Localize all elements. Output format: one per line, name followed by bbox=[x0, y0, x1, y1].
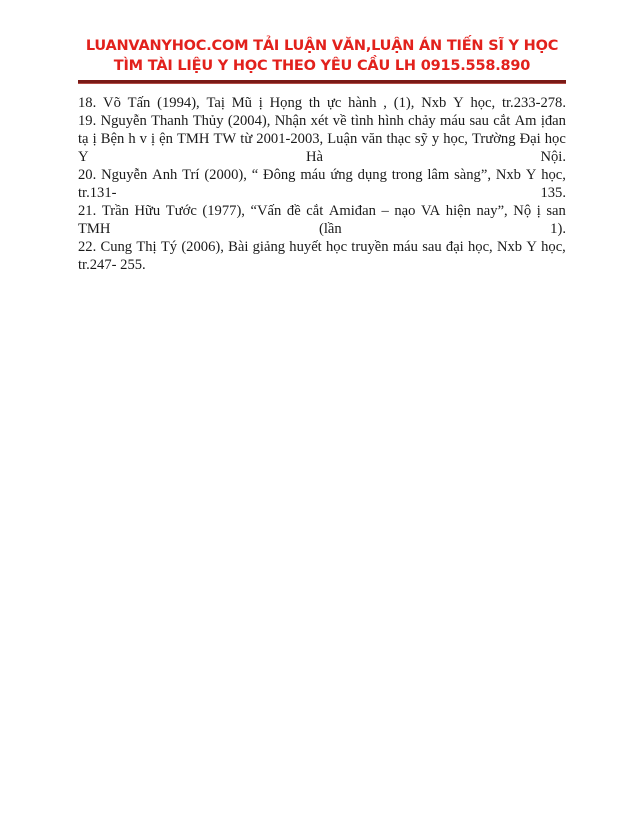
reference-word: sau bbox=[469, 113, 489, 129]
reference-word: sau bbox=[422, 239, 442, 255]
reference-word: ịđan bbox=[540, 113, 566, 129]
reference-word: san bbox=[546, 203, 566, 219]
reference-word: “Vấn bbox=[250, 203, 282, 219]
reference-word: đề bbox=[286, 203, 301, 219]
reference-word: Nxb bbox=[495, 167, 521, 183]
reference-word: Họng bbox=[269, 95, 303, 111]
reference-word: cắt bbox=[493, 113, 511, 129]
reference-word: Nhận bbox=[274, 113, 307, 129]
reference-word: Nguyễn bbox=[100, 113, 147, 129]
reference-word: ị bbox=[92, 131, 97, 147]
reference-word: xét bbox=[310, 113, 329, 129]
reference-word: Am bbox=[514, 113, 537, 129]
reference-word: hiện bbox=[445, 203, 471, 219]
reference-line bbox=[78, 112, 566, 130]
reference-item bbox=[78, 238, 566, 274]
reference-line bbox=[78, 184, 566, 202]
reference-line bbox=[78, 94, 566, 112]
reference-word: ị bbox=[536, 203, 541, 219]
reference-word: Y bbox=[78, 149, 89, 165]
reference-word: Y bbox=[526, 239, 537, 255]
reference-word: ện bbox=[159, 131, 173, 147]
reference-word: 20. bbox=[78, 167, 97, 183]
reference-word: lâm bbox=[427, 167, 450, 183]
reference-word: học, bbox=[541, 239, 566, 255]
reference-word: Nguyễn bbox=[101, 167, 148, 183]
reference-line bbox=[78, 202, 566, 220]
reference-word: (2004), bbox=[227, 113, 271, 129]
reference-word: Thị bbox=[136, 239, 157, 255]
reference-word: Tấn bbox=[127, 95, 151, 111]
reference-line bbox=[78, 130, 566, 148]
reference-line bbox=[78, 220, 566, 238]
reference-word: (1), bbox=[393, 95, 415, 111]
reference-word: v bbox=[139, 131, 147, 147]
reference-word: về bbox=[332, 113, 347, 129]
reference-word: từ bbox=[240, 131, 253, 147]
reference-word: cắt bbox=[306, 203, 324, 219]
reference-word: nạo bbox=[394, 203, 416, 219]
reference-word: Cung bbox=[100, 239, 133, 255]
reference-word: đại bbox=[445, 239, 464, 255]
reference-word: Nxb bbox=[421, 95, 447, 111]
reference-line bbox=[78, 238, 566, 256]
reference-word: giảng bbox=[252, 239, 286, 255]
reference-word: tr.131- bbox=[78, 185, 117, 201]
reference-word: – bbox=[381, 203, 389, 219]
reference-word: Đông bbox=[263, 167, 296, 183]
reference-word: dụng bbox=[357, 167, 387, 183]
reference-word: Amiđan bbox=[328, 203, 376, 219]
reference-word: Taị bbox=[206, 95, 225, 111]
reference-word: sỹ bbox=[414, 131, 428, 147]
reference-word: 18. bbox=[78, 95, 97, 111]
reference-word: Hữu bbox=[134, 203, 161, 219]
reference-word: Nội. bbox=[540, 149, 566, 165]
reference-word: 135. bbox=[540, 185, 566, 201]
reference-item bbox=[78, 202, 566, 238]
reference-word: văn bbox=[361, 131, 383, 147]
reference-line bbox=[78, 148, 566, 166]
reference-word: Trần bbox=[101, 203, 129, 219]
reference-word: Trí bbox=[182, 167, 200, 183]
reference-word: Thủy bbox=[192, 113, 224, 129]
reference-word: (2000), bbox=[204, 167, 247, 183]
reference-word: ứng bbox=[330, 167, 353, 183]
page-header bbox=[78, 36, 566, 76]
reference-word: hình bbox=[377, 113, 404, 129]
reference-word: (1977), bbox=[202, 203, 245, 219]
reference-item bbox=[78, 94, 566, 112]
reference-word: “ bbox=[251, 167, 259, 183]
reference-word: học, bbox=[541, 167, 566, 183]
reference-word: TW bbox=[213, 131, 237, 147]
reference-word: ị bbox=[151, 131, 156, 147]
reference-word: Luận bbox=[327, 131, 358, 147]
reference-word: 1). bbox=[550, 221, 566, 237]
reference-word: học, bbox=[470, 95, 496, 111]
header-line-1: LUANVANYHOC.COM TẢI LUẬN VĂN,LUẬN ÁN TIẾN SĨ Y HỌC bbox=[85, 38, 559, 54]
header-line-2: TÌM TÀI LIỆU Y HỌC THEO YÊU CẦU LH 0915.558.890 bbox=[113, 58, 531, 74]
reference-word: tình bbox=[350, 113, 374, 129]
reference-word: máu bbox=[440, 113, 466, 129]
reference-word: máu bbox=[300, 167, 326, 183]
reference-word: 19. bbox=[78, 113, 97, 129]
reference-word: Tý bbox=[160, 239, 178, 255]
reference-word: thạc bbox=[386, 131, 411, 147]
reference-word: (lần bbox=[318, 221, 342, 237]
reference-word: ực bbox=[326, 95, 342, 111]
reference-word: huyết bbox=[289, 239, 322, 255]
reference-word: Nxb bbox=[496, 239, 523, 255]
reference-line: tr.247- 255. bbox=[78, 257, 146, 273]
reference-word: học bbox=[325, 239, 348, 255]
reference-word: Hà bbox=[305, 149, 324, 165]
reference-word: học bbox=[544, 131, 566, 147]
reference-word: VA bbox=[421, 203, 441, 219]
reference-word: y bbox=[431, 131, 440, 147]
reference-word: chảy bbox=[408, 113, 436, 129]
reference-word: truyền bbox=[351, 239, 389, 255]
reference-word: Trường bbox=[472, 131, 516, 147]
reference-word: máu bbox=[392, 239, 418, 255]
reference-word: Y bbox=[525, 167, 537, 183]
reference-list bbox=[78, 94, 566, 274]
reference-word: (1994), bbox=[157, 95, 200, 111]
reference-word: Nộ bbox=[513, 203, 532, 219]
reference-word: Mũ bbox=[231, 95, 252, 111]
reference-word: TMH bbox=[177, 131, 210, 147]
reference-word: tr.233-278. bbox=[501, 95, 566, 111]
reference-word: Y bbox=[453, 95, 464, 111]
reference-word: học, bbox=[467, 239, 493, 255]
reference-word: sàng”, bbox=[454, 167, 491, 183]
reference-word: 22. bbox=[78, 239, 97, 255]
reference-word: hành bbox=[348, 95, 377, 111]
reference-word: (2006), bbox=[181, 239, 224, 255]
header-divider bbox=[78, 80, 566, 84]
reference-word: Bện bbox=[100, 131, 125, 147]
reference-word: TMH bbox=[78, 221, 111, 237]
reference-word: Tước bbox=[165, 203, 197, 219]
reference-word: Võ bbox=[103, 95, 121, 111]
reference-word: 2001-2003, bbox=[256, 131, 324, 147]
reference-word: ị bbox=[258, 95, 263, 111]
reference-word: th bbox=[308, 95, 321, 111]
reference-word: h bbox=[128, 131, 136, 147]
reference-word: Anh bbox=[152, 167, 178, 183]
reference-word: nay”, bbox=[476, 203, 508, 219]
reference-word: , bbox=[383, 95, 387, 111]
reference-item bbox=[78, 112, 566, 166]
reference-word: Đại bbox=[519, 131, 541, 147]
reference-word: Bài bbox=[228, 239, 249, 255]
reference-word: tạ bbox=[78, 131, 89, 147]
reference-word: học, bbox=[443, 131, 468, 147]
reference-word: Thanh bbox=[151, 113, 189, 129]
reference-word: trong bbox=[391, 167, 423, 183]
reference-word: 21. bbox=[78, 203, 97, 219]
reference-line bbox=[78, 166, 566, 184]
reference-item bbox=[78, 166, 566, 202]
